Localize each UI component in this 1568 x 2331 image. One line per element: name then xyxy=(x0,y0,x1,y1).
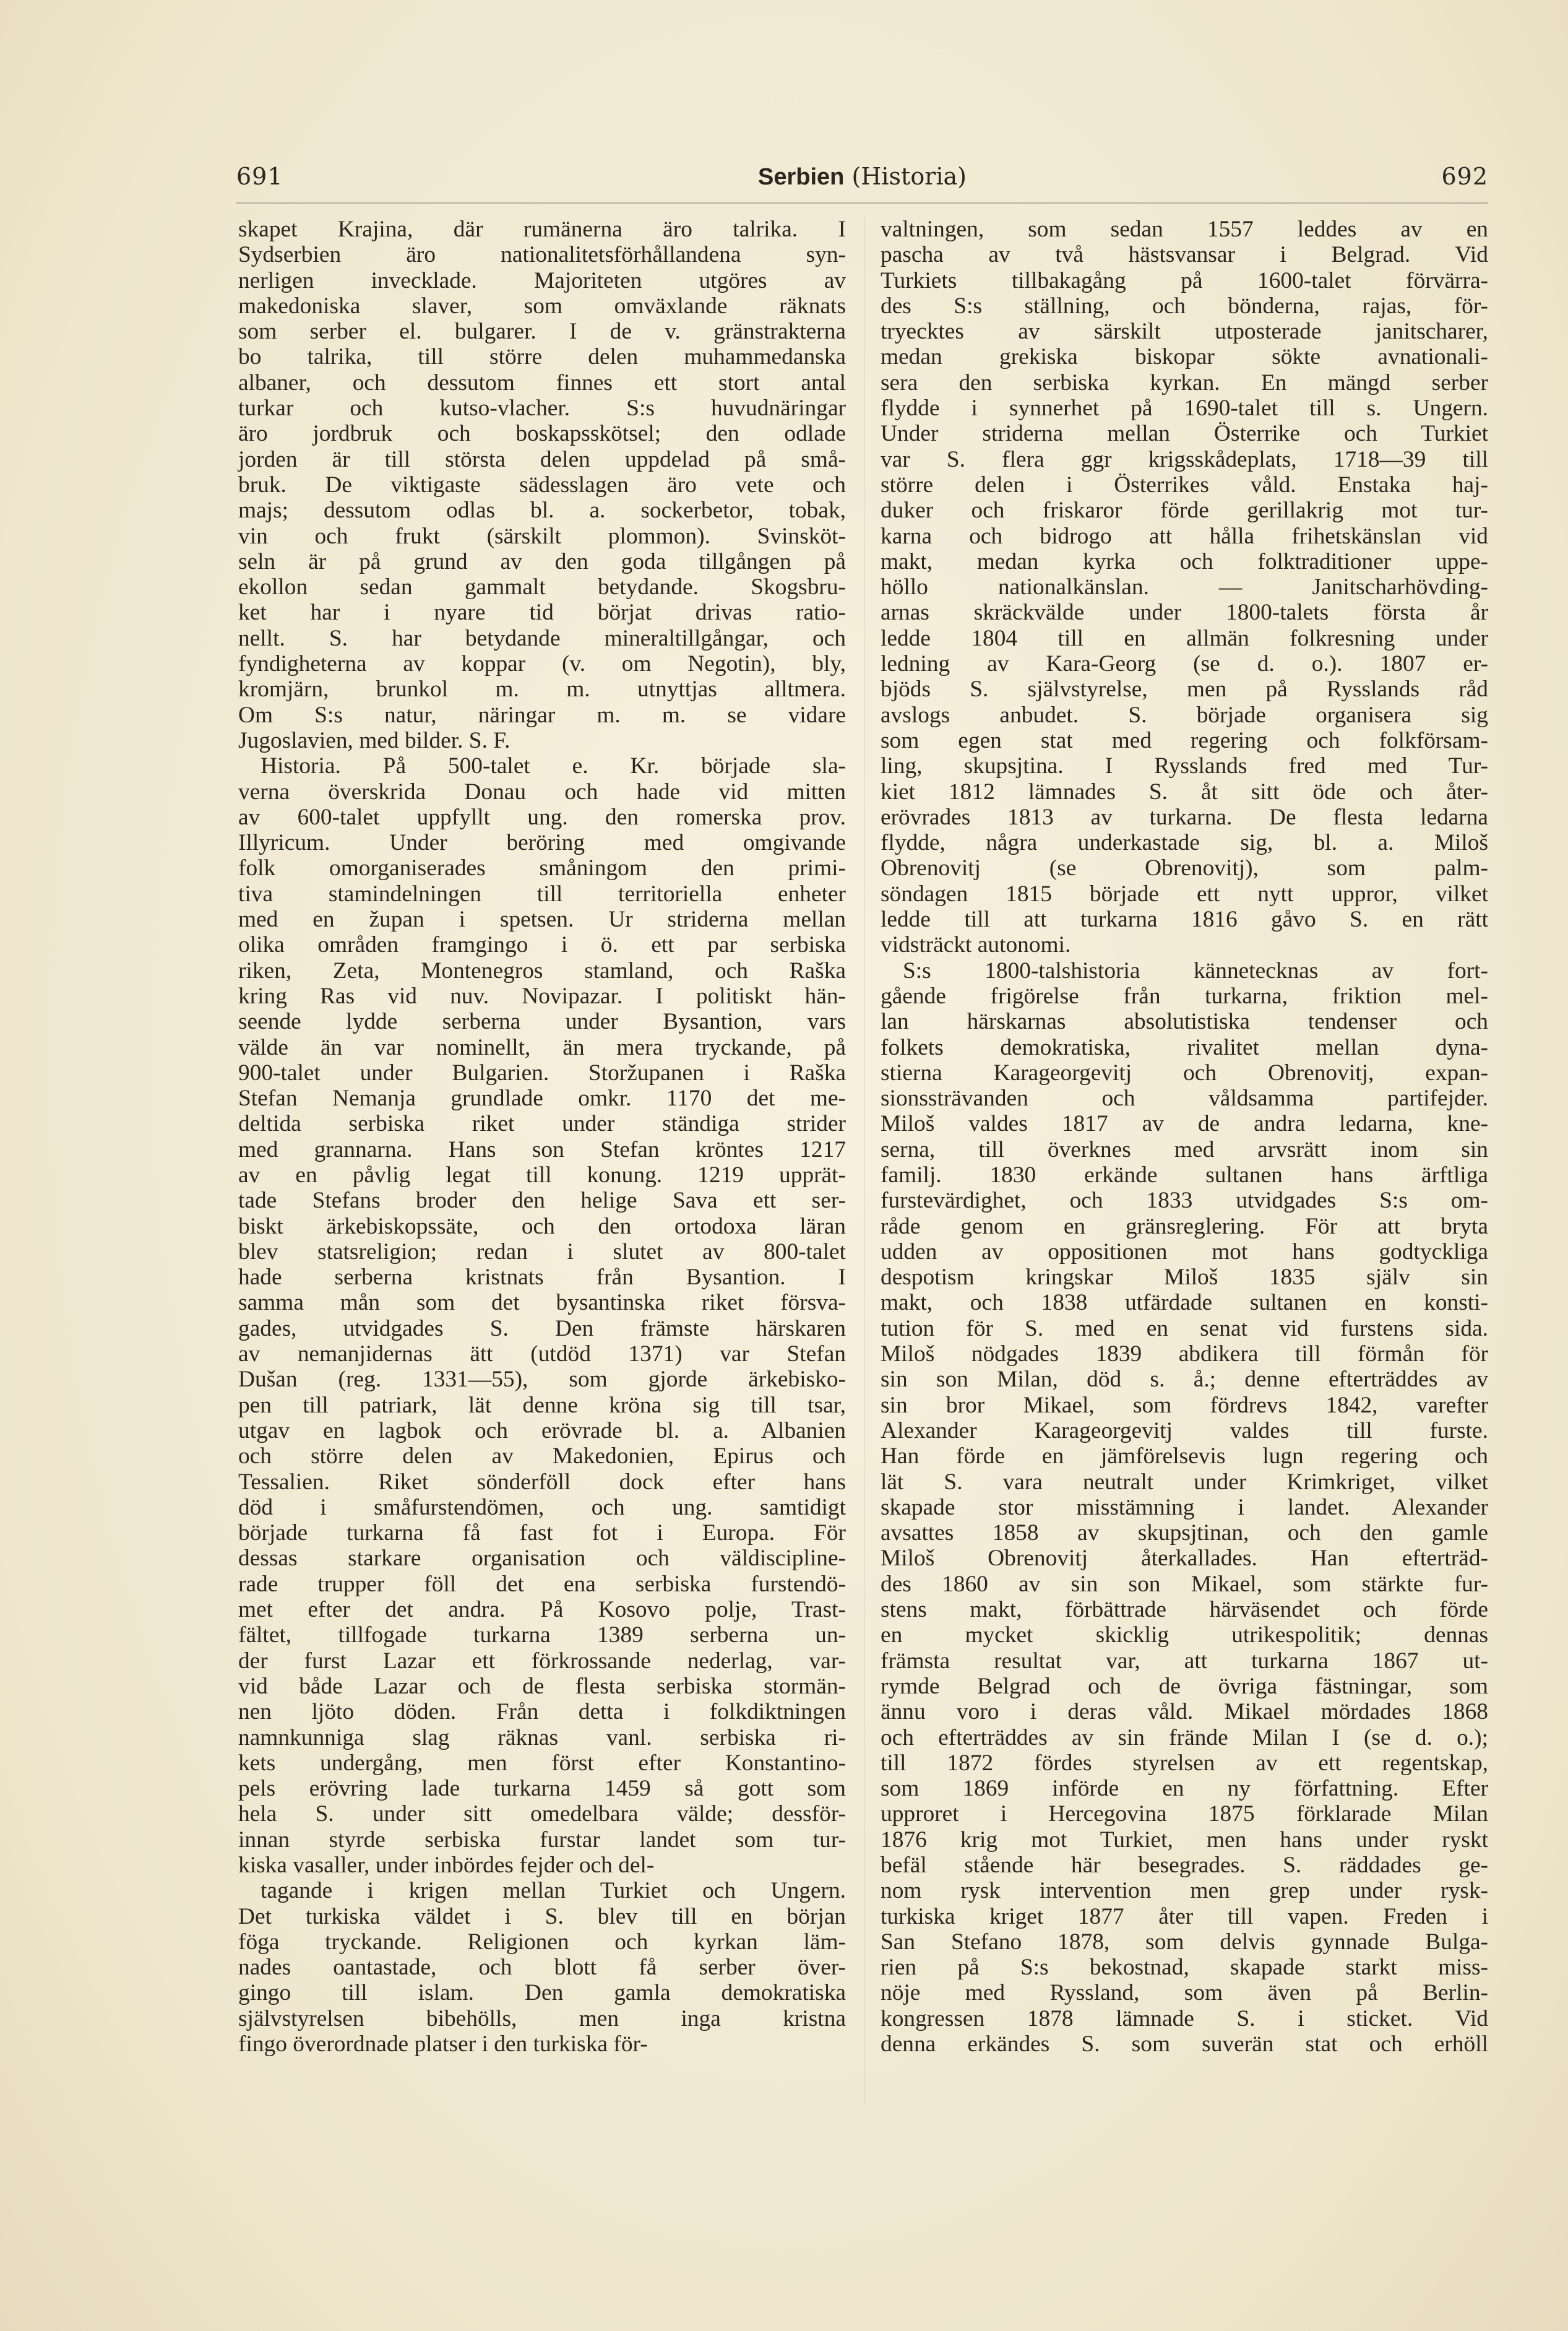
text-line: pascha av två hästsvansar i Belgrad. Vid xyxy=(881,242,1488,268)
text-line: flydde, några underkastade sig, bl. a. Miloš xyxy=(881,830,1488,856)
text-line: olika områden framgingo i ö. ett par serbiska xyxy=(238,932,846,958)
text-line: fältet, tillfogade turkarna 1389 serberna un- xyxy=(238,1622,846,1648)
text-line: furstevärdighet, och 1833 utvidgades S:s om- xyxy=(881,1188,1488,1214)
text-line: bo talrika, till större delen muhammedanska xyxy=(238,344,846,370)
text-line: sionssträvanden och våldsamma partifejder. xyxy=(881,1086,1488,1112)
text-line: kets undergång, men först efter Konstantino- xyxy=(238,1750,846,1776)
text-line: lan härskarnas absolutistiska tendenser och xyxy=(881,1009,1488,1035)
text-line: rien på S:s bekostnad, skapade starkt miss- xyxy=(881,1955,1488,1981)
text-line: Jugoslavien, med bilder. S. F. xyxy=(238,727,510,753)
text-line: majs; dessutom odlas bl. a. sockerbetor, tobak, xyxy=(238,498,846,524)
text-line: sera den serbiska kyrkan. En mängd serber xyxy=(881,370,1488,396)
text-line: Det turkiska väldet i S. blev till en början xyxy=(238,1903,846,1929)
text-line: nerligen invecklade. Majoriteten utgöres av xyxy=(238,267,846,293)
text-line: despotism kringskar Miloš 1835 själv sin xyxy=(881,1265,1488,1291)
page-header xyxy=(236,158,1488,201)
text-line: rymde Belgrad och de övriga fästningar, som xyxy=(881,1673,1488,1699)
text-line: upproret i Hercegovina 1875 förklarade Milan xyxy=(881,1801,1488,1827)
text-line: seende lydde serberna under Bysantion, vars xyxy=(238,1009,846,1035)
text-line: skapade stor misstämning i landet. Alexander xyxy=(881,1494,1488,1520)
text-line: Illyricum. Under beröring med omgivande xyxy=(238,830,846,856)
text-line: Under striderna mellan Österrike och Turkiet xyxy=(881,421,1488,447)
text-line: 1876 krig mot Turkiet, men hans under ryskt xyxy=(881,1827,1488,1853)
text-line: som egen stat med regering och folkförsam- xyxy=(881,727,1488,753)
text-line: nades oantastade, och blott få serber över- xyxy=(238,1955,846,1981)
text-line: makt, medan kyrka och folktraditioner uppe- xyxy=(881,548,1488,574)
text-line: råde genom en gränsreglering. För att bryta xyxy=(881,1213,1488,1239)
right-column xyxy=(881,217,1488,2057)
header-rule xyxy=(236,202,1488,204)
text-line: kromjärn, brunkol m. m. utnyttjas alltmera. xyxy=(238,677,846,703)
text-line: 900-talet under Bulgarien. Storžupanen i Raška xyxy=(238,1060,846,1086)
text-line: Miloš Obrenovitj återkallades. Han efterträd- xyxy=(881,1546,1488,1572)
text-line: karna och bidrogo att hålla frihetskänslan vid xyxy=(881,523,1488,549)
text-line: samma mån som det bysantinska riket försva- xyxy=(238,1290,846,1316)
text-line: S:s 1800-talshistoria kännetecknas av fort- xyxy=(903,958,1488,984)
text-line: nen ljöto döden. Från detta i folkdiktningen xyxy=(238,1699,846,1725)
text-line: Dušan (reg. 1331—55), som gjorde ärkebisko- xyxy=(238,1367,846,1393)
text-line: av en påvlig legat till konung. 1219 upprät- xyxy=(238,1162,846,1188)
text-line: Sydserbien äro nationalitetsförhållandena syn- xyxy=(238,242,846,268)
text-line: pels erövring lade turkarna 1459 så gott som xyxy=(238,1776,846,1802)
text-line: Han förde en jämförelsevis lugn regering och xyxy=(881,1443,1488,1469)
text-line: lät S. vara neutralt under Krimkriget, vilket xyxy=(881,1469,1488,1495)
text-line: äro jordbruk och boskapsskötsel; den odlade xyxy=(238,421,846,447)
text-line: gående frigörelse från turkarna, friktion mel- xyxy=(881,983,1488,1009)
text-line: rade trupper föll det ena serbiska furstendö- xyxy=(238,1571,846,1597)
text-line: började turkarna få fast fot i Europa. För xyxy=(238,1520,846,1546)
running-head-title: Serbien xyxy=(757,164,845,190)
text-line: des S:s ställning, och bönderna, rajas, för- xyxy=(881,293,1488,319)
text-line: San Stefano 1878, som delvis gynnade Bulga- xyxy=(881,1929,1488,1955)
text-line: som serber el. bulgarer. I de v. gränstrakterna xyxy=(238,319,846,345)
text-line: des 1860 av sin son Mikael, som stärkte fur- xyxy=(881,1571,1488,1597)
text-line: med en župan i spetsen. Ur striderna mellan xyxy=(238,907,846,933)
text-line: avsattes 1858 av skupsjtinan, och den gamle xyxy=(881,1520,1488,1546)
text-line: nom rysk intervention men grep under rysk- xyxy=(881,1878,1488,1904)
text-line: Turkiets tillbakagång på 1600-talet förvärra- xyxy=(881,267,1488,293)
text-line: bjöds S. självstyrelse, men på Rysslands råd xyxy=(881,677,1488,703)
text-line: fingo överordnade platser i den turkiska för- xyxy=(238,2031,648,2057)
text-line: Stefan Nemanja grundlade omkr. 1170 det me- xyxy=(238,1086,846,1112)
text-line: och större delen av Makedonien, Epirus och xyxy=(238,1443,846,1469)
text-line: var S. flera ggr krigsskådeplats, 1718—39 till xyxy=(881,446,1488,472)
text-line: valtningen, som sedan 1557 leddes av en xyxy=(881,217,1488,242)
text-line: fyndigheterna av koppar (v. om Negotin), bly, xyxy=(238,651,846,677)
text-line: ling, skupsjtina. I Rysslands fred med Tur- xyxy=(881,753,1488,779)
page-number-right: 692 xyxy=(1441,163,1488,190)
text-line: större delen i Österrikes våld. Enstaka haj- xyxy=(881,472,1488,498)
running-head xyxy=(236,163,1488,191)
text-line: vidsträckt autonomi. xyxy=(881,932,1071,958)
text-line: hade serberna kristnats från Bysantion. I xyxy=(238,1265,846,1291)
text-line: tiva stamindelningen till territoriella enheter xyxy=(238,881,846,907)
text-line: vid både Lazar och de flesta serbiska stormän- xyxy=(238,1673,846,1699)
text-line: duker och friskaror förde gerillakrig mot tur- xyxy=(881,498,1488,524)
left-column xyxy=(238,217,846,2057)
text-line: gades, utvidgades S. Den främste härskaren xyxy=(238,1315,846,1341)
text-line: av nemanjidernas ätt (utdöd 1371) var Stefan xyxy=(238,1341,846,1367)
text-line: deltida serbiska riket under ständiga strider xyxy=(238,1111,846,1137)
text-line: medan grekiska biskopar sökte avnationali- xyxy=(881,344,1488,370)
text-line: flydde i synnerhet på 1690-talet till s. Ungern. xyxy=(881,396,1488,422)
text-line: stens makt, förbättrade härväsendet och förde xyxy=(881,1597,1488,1623)
text-line: höllo nationalkänslan. — Janitscharhövding- xyxy=(881,574,1488,600)
text-line: välde än var nominellt, än mera tryckande, på xyxy=(238,1034,846,1060)
text-line: pen till patriark, lät denne kröna sig till tsar, xyxy=(238,1392,846,1418)
text-line: ket har i nyare tid börjat drivas ratio- xyxy=(238,600,846,626)
text-line: och efterträddes av sin frände Milan I (se d. o.); xyxy=(881,1724,1488,1750)
text-line: till 1872 fördes styrelsen av ett regentskap, xyxy=(881,1750,1488,1776)
page-number-left: 691 xyxy=(236,163,283,190)
text-line: innan styrde serbiska furstar landet som tur- xyxy=(238,1827,846,1853)
text-line: Miloš nödgades 1839 abdikera till förmån för xyxy=(881,1341,1488,1367)
text-line: verna överskrida Donau och hade vid mitten xyxy=(238,779,846,805)
text-line: folkets demokratiska, rivalitet mellan dyna- xyxy=(881,1034,1488,1060)
text-line: tryecktes av särskilt utposterade janitscharer, xyxy=(881,319,1488,345)
text-line: sin son Milan, död s. å.; denne efterträddes av xyxy=(881,1367,1488,1393)
text-line: tagande i krigen mellan Turkiet och Ungern. xyxy=(261,1878,846,1904)
text-line: ledde 1804 till en allmän folkresning under xyxy=(881,625,1488,651)
text-line: arnas skräckvälde under 1800-talets första år xyxy=(881,600,1488,626)
text-line: vin och frukt (särskilt plommon). Svinsköt- xyxy=(238,523,846,549)
text-line: udden av oppositionen mot hans godtyckliga xyxy=(881,1239,1488,1265)
text-line: serna, till överknes med arvsrätt inom sin xyxy=(881,1136,1488,1162)
text-line: ännu voro i deras våld. Mikael mördades 1868 xyxy=(881,1699,1488,1725)
text-line: kiet 1812 lämnades S. åt sitt öde och åter- xyxy=(881,779,1488,805)
text-line: nöje med Ryssland, som även på Berlin- xyxy=(881,1980,1488,2006)
text-line: turkar och kutso-vlacher. S:s huvudnäringar xyxy=(238,396,846,422)
text-line: makedoniska slaver, som omväxlande räknats xyxy=(238,293,846,319)
text-line: turkiska kriget 1877 åter till vapen. Freden i xyxy=(881,1903,1488,1929)
text-line: kiska vasaller, under inbördes fejder och del- xyxy=(238,1853,655,1878)
text-line: av 600-talet uppfyllt ung. den romerska prov. xyxy=(238,804,846,830)
text-line: biskt ärkebiskopssäte, och den ortodoxa läran xyxy=(238,1213,846,1239)
text-line: föga tryckande. Religionen och kyrkan läm- xyxy=(238,1929,846,1955)
text-line: sin bror Mikael, som fördrevs 1842, varefter xyxy=(881,1392,1488,1418)
text-line: folk omorganiserades småningom den primi- xyxy=(238,855,846,881)
text-line: kring Ras vid nuv. Novipazar. I politiskt hän- xyxy=(238,983,846,1009)
text-line: Historia. På 500-talet e. Kr. började sla- xyxy=(261,753,846,779)
text-line: med grannarna. Hans son Stefan kröntes 1217 xyxy=(238,1136,846,1162)
text-line: Miloš valdes 1817 av de andra ledarna, kne- xyxy=(881,1111,1488,1137)
text-line: jorden är till största delen uppdelad på små- xyxy=(238,446,846,472)
text-line: der furst Lazar ett förkrossande nederlag, var- xyxy=(238,1648,846,1674)
text-line: kongressen 1878 lämnade S. i sticket. Vid xyxy=(881,2005,1488,2031)
text-line: en mycket skicklig utrikespolitik; dennas xyxy=(881,1622,1488,1648)
text-line: död i småfurstendömen, och ung. samtidigt xyxy=(238,1494,846,1520)
text-line: seln är på grund av den goda tillgången på xyxy=(238,548,846,574)
text-line: gingo till islam. Den gamla demokratiska xyxy=(238,1980,846,2006)
text-line: Tessalien. Riket sönderföll dock efter hans xyxy=(238,1469,846,1495)
text-line: stierna Karageorgevitj och Obrenovitj, expan- xyxy=(881,1060,1488,1086)
running-head-subtitle: (Historia) xyxy=(844,163,967,190)
text-line: söndagen 1815 började ett nytt uppror, vilket xyxy=(881,881,1488,907)
text-line: Om S:s natur, näringar m. m. se vidare xyxy=(238,702,846,728)
text-line: nellt. S. har betydande mineraltillgångar, och xyxy=(238,625,846,651)
text-line: Obrenovitj (se Obrenovitj), som palm- xyxy=(881,855,1488,881)
text-line: blev statsreligion; redan i slutet av 800-talet xyxy=(238,1239,846,1265)
text-line: som 1869 införde en ny författning. Efter xyxy=(881,1776,1488,1802)
column-divider xyxy=(864,217,865,2104)
text-line: hela S. under sitt omedelbara välde; dessför- xyxy=(238,1801,846,1827)
text-line: ledde till att turkarna 1816 gåvo S. en rätt xyxy=(881,907,1488,933)
text-line: erövrades 1813 av turkarna. De flesta ledarna xyxy=(881,804,1488,830)
text-line: avslogs anbudet. S. började organisera sig xyxy=(881,702,1488,728)
text-line: ledning av Kara-Georg (se d. o.). 1807 er- xyxy=(881,651,1488,677)
text-line: självstyrelsen bibehölls, men inga kristna xyxy=(238,2005,846,2031)
text-line: dessas starkare organisation och väldiscipline- xyxy=(238,1546,846,1572)
text-line: ekollon sedan gammalt betydande. Skogsbru- xyxy=(238,574,846,600)
text-line: makt, och 1838 utfärdade sultanen en konsti- xyxy=(881,1290,1488,1316)
text-line: met efter det andra. På Kosovo polje, Trast- xyxy=(238,1597,846,1623)
text-line: utgav en lagbok och erövrade bl. a. Albanien xyxy=(238,1417,846,1443)
text-line: albaner, och dessutom finnes ett stort antal xyxy=(238,370,846,396)
text-line: främsta resultat var, att turkarna 1867 ut- xyxy=(881,1648,1488,1674)
text-line: tade Stefans broder den helige Sava ett ser- xyxy=(238,1188,846,1214)
text-line: skapet Krajina, där rumänerna äro talrika. I xyxy=(238,217,846,242)
text-line: tution för S. med en senat vid furstens sida. xyxy=(881,1315,1488,1341)
text-line: denna erkändes S. som suverän stat och erhöll xyxy=(881,2031,1488,2057)
text-line: Alexander Karageorgevitj valdes till furste. xyxy=(881,1417,1488,1443)
text-line: riken, Zeta, Montenegros stamland, och Raška xyxy=(238,958,846,984)
text-line: familj. 1830 erkände sultanen hans ärftliga xyxy=(881,1162,1488,1188)
text-line: namnkunniga slag räknas vanl. serbiska ri- xyxy=(238,1724,846,1750)
text-line: befäl stående här besegrades. S. räddades ge- xyxy=(881,1853,1488,1878)
text-line: bruk. De viktigaste sädesslagen äro vete och xyxy=(238,472,846,498)
